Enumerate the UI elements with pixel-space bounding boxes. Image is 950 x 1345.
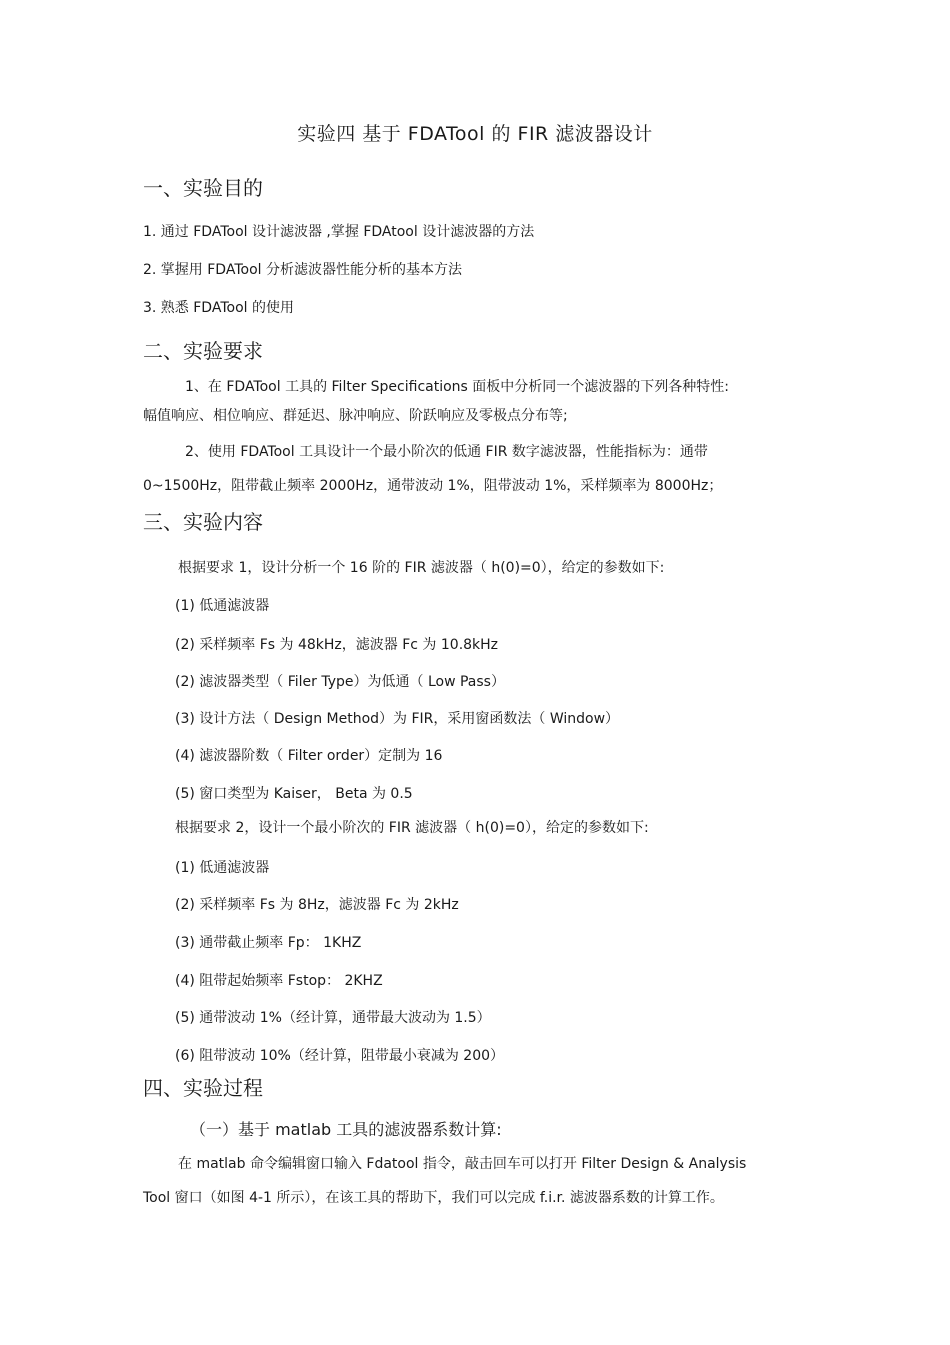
content-list1-item-5: (4) 滤波器阶数（ Filter order）定制为 16 [175,748,443,764]
content-list2-item-2: (2) 采样频率 Fs 为 8Hz，滤波器 Fc 为 2kHz [175,897,459,913]
section-heading-purpose: 一、实验目的 [143,176,263,200]
content-intro-1: 根据要求 1，设计分析一个 16 阶的 FIR 滤波器（ h(0)=0），给定的参数如下: [178,560,665,576]
process-paragraph-line-2: Tool 窗口（如图 4-1 所示），在该工具的帮助下，我们可以完成 f.i.r. 滤波器系数的计算工作。 [143,1190,724,1206]
content-list1-item-3: (2) 滤波器类型（ Filer Type）为低通（ Low Pass） [175,674,505,690]
document-title: 实验四 基于 FDATool 的 FIR 滤波器设计 [297,123,653,145]
content-intro-2: 根据要求 2，设计一个最小阶次的 FIR 滤波器（ h(0)=0），给定的参数如下: [175,820,649,836]
content-list2-item-1: (1) 低通滤波器 [175,860,270,876]
content-list2-item-6: (6) 阻带波动 10%（经计算，阻带最小衰减为 200） [175,1048,505,1064]
content-list2-item-5: (5) 通带波动 1%（经计算，通带最大波动为 1.5） [175,1010,491,1026]
requirement-1-line-2: 幅值响应、相位响应、群延迟、脉冲响应、阶跃响应及零极点分布等; [143,408,568,424]
content-list2-item-4: (4) 阻带起始频率 Fstop： 2KHZ [175,973,383,989]
process-subheading: （一）基于 matlab 工具的滤波器系数计算: [190,1120,502,1139]
content-list1-item-1: (1) 低通滤波器 [175,598,270,614]
content-list1-item-4: (3) 设计方法（ Design Method）为 FIR，采用窗函数法（ Window） [175,711,620,727]
content-list2-item-3: (3) 通带截止频率 Fp： 1KHZ [175,935,362,951]
purpose-item-2: 2. 掌握用 FDATool 分析滤波器性能分析的基本方法 [143,262,462,278]
purpose-item-1: 1. 通过 FDATool 设计滤波器 ,掌握 FDAtool 设计滤波器的方法 [143,224,535,240]
section-heading-content: 三、实验内容 [143,510,263,534]
section-heading-process: 四、实验过程 [143,1076,263,1100]
process-paragraph-line-1: 在 matlab 命令编辑窗口输入 Fdatool 指令，敲击回车可以打开 Filter Design & Analysis [178,1156,747,1172]
requirement-2-line-1: 2、使用 FDATool 工具设计一个最小阶次的低通 FIR 数字滤波器，性能指标为：通带 [185,444,708,460]
requirement-2-line-2: 0~1500Hz，阻带截止频率 2000Hz，通带波动 1%，阻带波动 1%，采样频率为 8000Hz； [143,478,723,494]
requirement-1-line-1: 1、在 FDATool 工具的 Filter Specifications 面板中分析同一个滤波器的下列各种特性: [185,379,729,395]
section-heading-requirements: 二、实验要求 [143,339,263,363]
content-list1-item-6: (5) 窗口类型为 Kaiser， Beta 为 0.5 [175,786,413,802]
content-list1-item-2: (2) 采样频率 Fs 为 48kHz，滤波器 Fc 为 10.8kHz [175,637,499,653]
purpose-item-3: 3. 熟悉 FDATool 的使用 [143,300,294,316]
